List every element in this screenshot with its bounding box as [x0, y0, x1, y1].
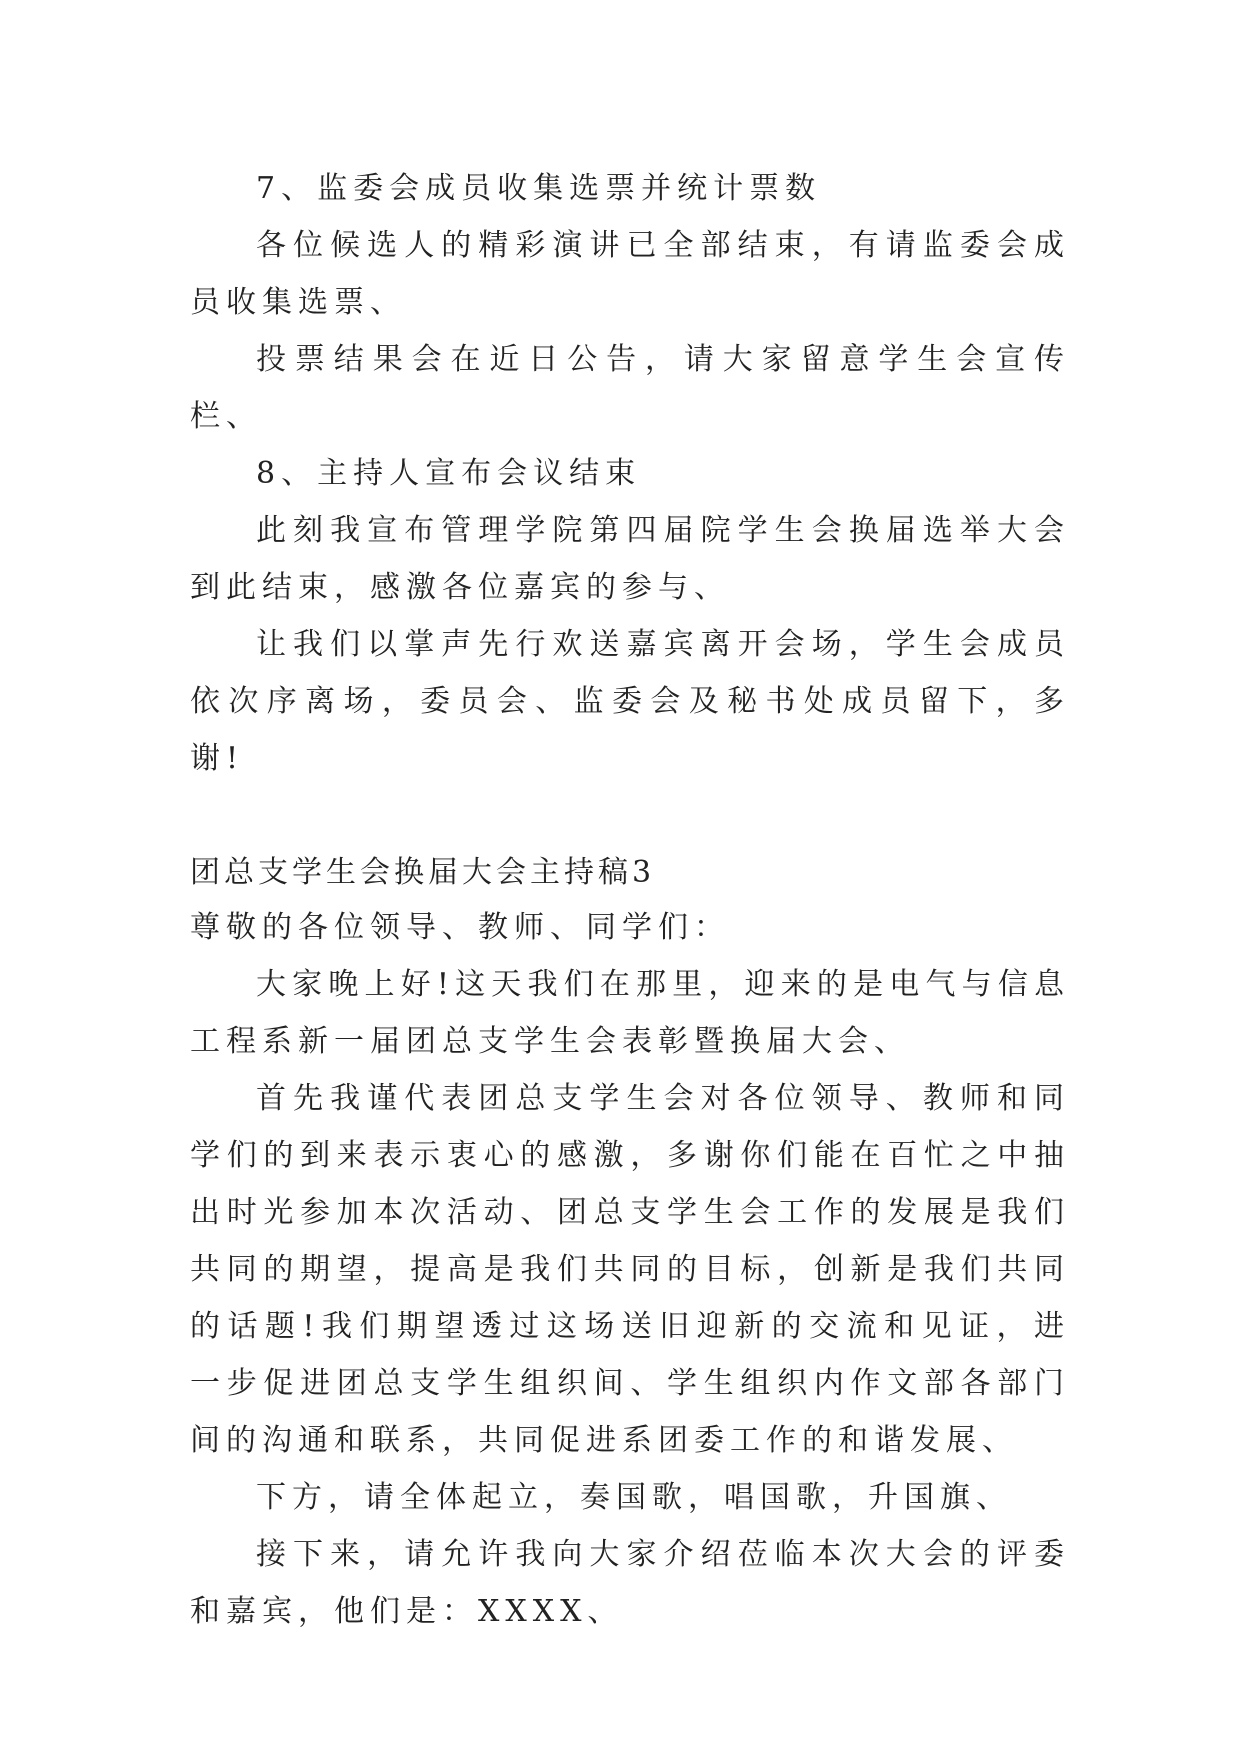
salutation: 尊敬的各位领导、教师、同学们： — [190, 910, 730, 945]
paragraph-speeches-ended: 各位候选人的精彩演讲已全部结束，有请监委会成员收集选票、 — [190, 228, 1070, 320]
paragraph-introduce-guests: 接下来，请允许我向大家介绍莅临本次大会的评委和嘉宾，他们是：XXXX、 — [190, 1537, 1070, 1629]
document-body — [190, 160, 1070, 1640]
paragraph-thanks: 首先我谨代表团总支学生会对各位领导、教师和同学们的到来表示衷心的感激，多谢你们能在百忙之中抽出时光参加本次活动、团总支学生会工作的发展是我们共同的期望，提高是我们共同的目标，创新是我们共同的话题!我们期望透过这场送旧迎新的交流和见证，进一步促进团总支学生组织间、学生组织内作文部各部门间的沟通和联系，共同促进系团委工作的和谐发展、 — [190, 1081, 1070, 1458]
paragraph-anthem: 下方，请全体起立，奏国歌，唱国歌，升国旗、 — [256, 1480, 1012, 1515]
paragraph-greeting: 大家晚上好!这天我们在那里，迎来的是电气与信息工程系新一届团总支学生会表彰暨换届大会、 — [190, 967, 1070, 1059]
paragraph-vote-results: 投票结果会在近日公告，请大家留意学生会宣传栏、 — [190, 342, 1070, 434]
paragraph-meeting-close: 此刻我宣布管理学院第四届院学生会换届选举大会到此结束，感激各位嘉宾的参与、 — [190, 513, 1070, 605]
paragraph-step-7: 7、监委会成员收集选票并统计票数 — [256, 171, 822, 206]
section-title: 团总支学生会换届大会主持稿3 — [190, 855, 656, 890]
paragraph-step-8: 8、主持人宣布会议结束 — [256, 456, 642, 491]
paragraph-farewell: 让我们以掌声先行欢送嘉宾离开会场，学生会成员依次序离场，委员会、监委会及秘书处成员留下，多谢! — [190, 627, 1070, 776]
